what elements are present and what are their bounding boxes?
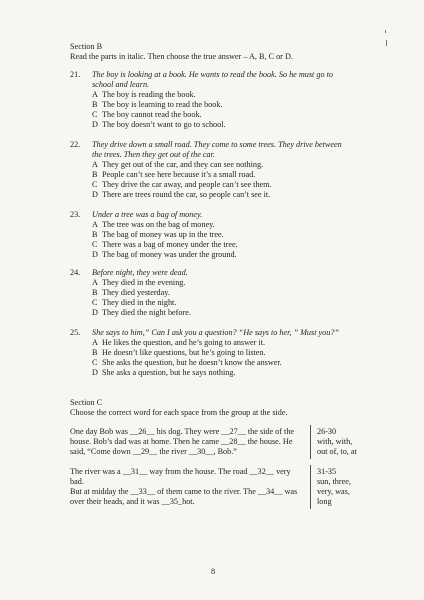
scan-mark: [386, 40, 387, 46]
question-number: 22.: [70, 140, 81, 149]
answer-option: B The boy is learning to read the book.: [92, 100, 223, 109]
answer-option: D They died the night before.: [92, 308, 191, 317]
question-number: 23.: [70, 210, 81, 219]
question-prompt-line: They drive down a small road. They come to some trees. They drive between: [92, 140, 342, 149]
answer-option: D There are trees round the car, so people can’t see it.: [92, 190, 271, 199]
passage-line: said, “Come down __29__ the river __30__, Bob.”: [70, 447, 237, 456]
word-group-words: out of, to, at: [317, 447, 357, 456]
passage-line: house. Bob’s dad was at home. Then he came __28__ the house. He: [70, 437, 293, 446]
word-group-words: with, with,: [317, 437, 353, 446]
passage-line: over their heads, and it was __35_hot.: [70, 497, 195, 506]
passage-line: The river was a __31__ way from the house. The road __32__ very: [70, 467, 291, 476]
word-group-words: sun, three,: [317, 477, 351, 486]
answer-option: A The tree was on the bag of money.: [92, 220, 215, 229]
section-b-instruction: Read the parts in italic. Then choose the true answer – A, B, C or D.: [70, 52, 293, 61]
word-group-words: very, was,: [317, 487, 350, 496]
passage-line: But at midday the __33__ of them came to the river. The __34__ was: [70, 487, 298, 496]
question-prompt-line: The boy is looking at a book. He wants to read the book. So he must go to: [92, 70, 333, 79]
answer-option: C They drive the car away, and people can’t see them.: [92, 180, 272, 189]
answer-option: D The boy doesn’t want to go to school.: [92, 120, 226, 129]
question-prompt-line: school and learn.: [92, 80, 150, 89]
answer-option: B He doesn’t like questions, but he’s going to listen.: [92, 348, 266, 357]
question-number: 24.: [70, 268, 81, 277]
scan-mark: [385, 30, 386, 33]
passage-line: bad.: [70, 477, 84, 486]
answer-option: B They died yesterday.: [92, 288, 170, 297]
question-prompt-line: Under a tree was a bag of money.: [92, 210, 203, 219]
answer-option: C There was a bag of money under the tree.: [92, 240, 238, 249]
passage-line: One day Bob was __26__ his dog. They were __27__ the side of the: [70, 427, 295, 436]
answer-option: C They died in the night.: [92, 298, 177, 307]
answer-option: A They died in the evening.: [92, 278, 186, 287]
answer-option: A The boy is reading the book.: [92, 90, 196, 99]
question-prompt-line: the trees. Then they get out of the car.: [92, 150, 215, 159]
question-number: 25.: [70, 328, 81, 337]
column-divider: [310, 465, 311, 509]
word-group-range: 31-35: [317, 467, 337, 476]
section-c-heading: Section C: [70, 398, 103, 407]
page-number: 8: [211, 567, 216, 576]
answer-option: C The boy cannot read the book.: [92, 110, 202, 119]
answer-option: B The bag of money was up in the tree.: [92, 230, 224, 239]
answer-option: C She asks the question, but he doesn’t know the answer.: [92, 358, 282, 367]
answer-option: D She asks a question, but he says nothing.: [92, 368, 236, 377]
answer-option: A He likes the question, and he’s going to answer it.: [92, 338, 266, 347]
word-group-words: long: [317, 497, 332, 506]
answer-option: A They get out of the car, and they can see nothing.: [92, 160, 264, 169]
answer-option: B People can’t see here because it’s a small road.: [92, 170, 256, 179]
question-prompt-line: Before night, they were dead.: [92, 268, 188, 277]
answer-option: D The bag of money was under the ground.: [92, 250, 237, 259]
question-number: 21.: [70, 70, 81, 79]
column-divider: [310, 425, 311, 459]
section-c-instruction: Choose the correct word for each space from the group at the side.: [70, 408, 288, 417]
section-b-heading: Section B: [70, 42, 103, 51]
question-prompt-line: She says to him,” Can I ask you a question? “He says to her, ” Must you?”: [92, 328, 339, 337]
word-group-range: 26-30: [317, 427, 337, 436]
